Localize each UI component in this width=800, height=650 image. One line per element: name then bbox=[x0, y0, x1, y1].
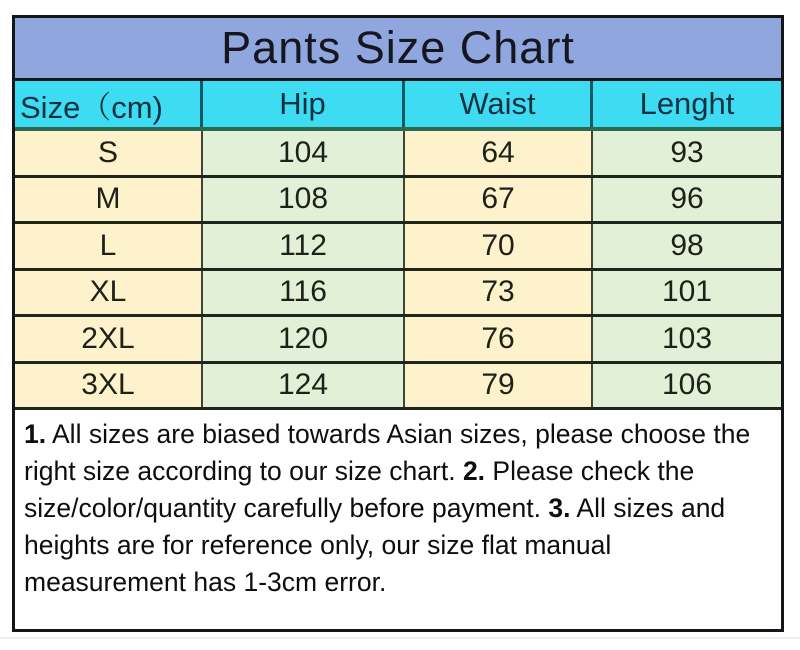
cell-hip: 112 bbox=[203, 224, 405, 268]
note-number: 1. bbox=[24, 419, 47, 449]
cell-length: 93 bbox=[593, 131, 781, 175]
note-number: 3. bbox=[548, 493, 571, 523]
column-header-waist: Waist bbox=[405, 81, 593, 127]
cell-hip: 108 bbox=[203, 178, 405, 222]
cell-hip: 120 bbox=[203, 317, 405, 361]
cell-waist: 70 bbox=[405, 224, 593, 268]
cell-size: S bbox=[15, 131, 203, 175]
table-row bbox=[15, 178, 781, 225]
cell-size: L bbox=[15, 224, 203, 268]
note-text: Please check the size/color/quantity carefully before payment. bbox=[24, 456, 695, 523]
cell-size: 3XL bbox=[15, 364, 203, 408]
cell-hip: 104 bbox=[203, 131, 405, 175]
cell-hip: 116 bbox=[203, 271, 405, 315]
table-row bbox=[15, 317, 781, 364]
cell-length: 106 bbox=[593, 364, 781, 408]
size-chart-table bbox=[12, 15, 784, 632]
column-header-length: Lenght bbox=[639, 86, 735, 121]
table-header-row bbox=[15, 81, 781, 131]
table-row bbox=[15, 224, 781, 271]
cell-hip: 124 bbox=[203, 364, 405, 408]
cell-waist: 73 bbox=[405, 271, 593, 315]
cell-waist: 76 bbox=[405, 317, 593, 361]
note-text: All sizes and heights are for reference only, our size flat manual measurement has 1-3cm error. bbox=[24, 493, 726, 597]
page-bottom-divider bbox=[0, 637, 800, 639]
table-row bbox=[15, 131, 781, 178]
note-text: All sizes are biased towards Asian sizes, please choose the right size according to our size chart. bbox=[24, 419, 751, 486]
cell-length: 103 bbox=[593, 317, 781, 361]
cell-waist: 67 bbox=[405, 178, 593, 222]
cell-size: M bbox=[15, 178, 203, 222]
cell-size: XL bbox=[15, 271, 203, 315]
cell-length: 101 bbox=[593, 271, 781, 315]
note-number: 2. bbox=[462, 456, 486, 486]
cell-length: 96 bbox=[593, 178, 781, 222]
cell-size: 2XL bbox=[15, 317, 203, 361]
table-row bbox=[15, 271, 781, 318]
cell-waist: 79 bbox=[405, 364, 593, 408]
column-header-size: Size（cm) bbox=[15, 81, 203, 127]
cell-waist: 64 bbox=[405, 131, 593, 175]
column-header-hip: Hip bbox=[203, 81, 405, 127]
cell-length: 98 bbox=[593, 224, 781, 268]
table-row bbox=[15, 364, 781, 411]
notes-section bbox=[15, 410, 781, 601]
chart-title: Pants Size Chart bbox=[15, 18, 781, 81]
